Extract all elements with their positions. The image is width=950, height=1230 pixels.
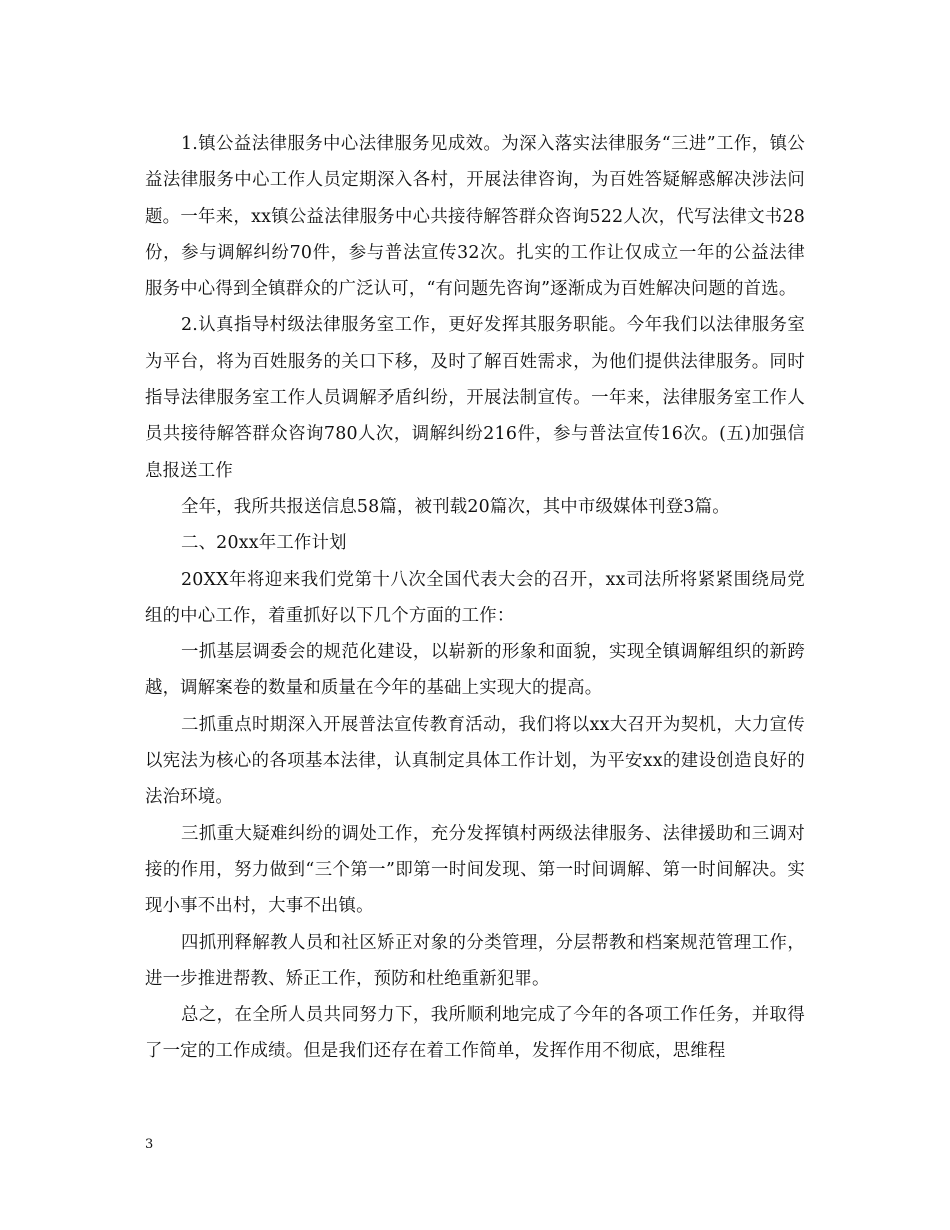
- paragraph-village-service-room: 2.认真指导村级法律服务室工作，更好发挥其服务职能。今年我们以法律服务室为平台，将为百姓服务的关口下移，及时了解百姓需求，为他们提供法律服务。同时指导法律服务室工作人员调解矛盾纠纷，开展法制宣传。一年来，法律服务室工作人员共接待解答群众咨询780人次，调解纠纷216件，参与普法宣传16次。(五)加强信息报送工作: [145, 315, 805, 481]
- section-heading-work-plan: 二、20xx年工作计划: [181, 533, 347, 554]
- paragraph-plan-item-2: 二抓重点时期深入开展普法宣传教育活动，我们将以xx大召开为契机，大力宣传以宪法为核心的各项基本法律，认真制定具体工作计划，为平安xx的建设创造良好的法治环境。: [145, 714, 805, 808]
- paragraph-plan-item-3: 三抓重大疑难纠纷的调处工作，充分发挥镇村两级法律服务、法律援助和三调对接的作用，努力做到“三个第一”即第一时间发现、第一时间调解、第一时间解决。实现小事不出村，大事不出镇。: [145, 823, 805, 917]
- paragraph-conclusion: 总之，在全所人员共同努力下，我所顺利地完成了今年的各项工作任务，并取得了一定的工作成绩。但是我们还存在着工作简单，发挥作用不彻底，思维程: [145, 1005, 805, 1062]
- body-text: [145, 126, 805, 1070]
- paragraph-information-report: 全年，我所共报送信息58篇，被刊载20篇次，其中市级媒体刊登3篇。: [181, 496, 730, 517]
- paragraph-plan-intro: 20XX年将迎来我们党第十八次全国代表大会的召开，xx司法所将紧紧围绕局党组的中心工作，着重抓好以下几个方面的工作：: [145, 569, 805, 626]
- paragraph-plan-item-1: 一抓基层调委会的规范化建设，以崭新的形象和面貌，实现全镇调解组织的新跨越，调解案卷的数量和质量在今年的基础上实现大的提高。: [145, 642, 805, 699]
- paragraph-legal-service-center: 1.镇公益法律服务中心法律服务见成效。为深入落实法律服务“三进”工作，镇公益法律服务中心工作人员定期深入各村，开展法律咨询，为百姓答疑解惑解决涉法问题。一年来，xx镇公益法律服务中心共接待解答群众咨询522人次，代写法律文书28份，参与调解纠纷70件，参与普法宣传32次。扎实的工作让仅成立一年的公益法律服务中心得到全镇群众的广泛认可，“有问题先咨询”逐渐成为百姓解决问题的首选。: [145, 134, 805, 300]
- paragraph-plan-item-4: 四抓刑释解教人员和社区矫正对象的分类管理，分层帮教和档案规范管理工作，进一步推进帮教、矫正工作，预防和杜绝重新犯罪。: [145, 932, 805, 989]
- page-number: 3: [145, 1137, 154, 1152]
